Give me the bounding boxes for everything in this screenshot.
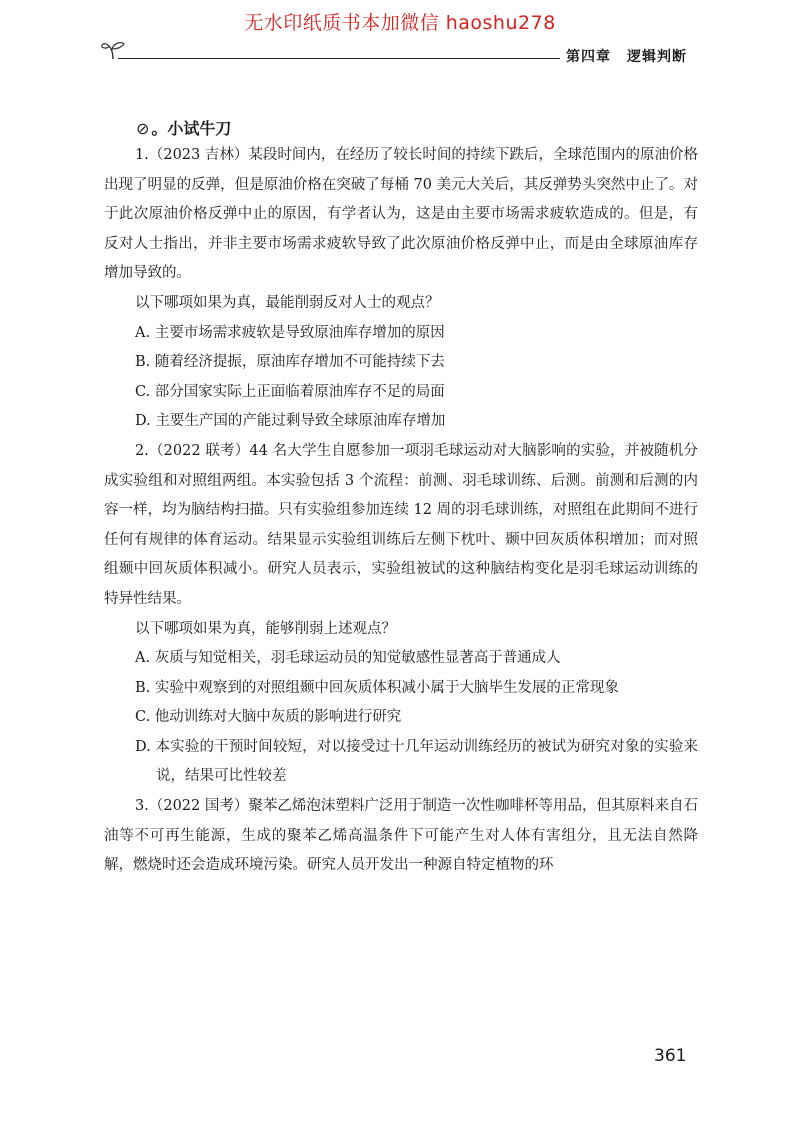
chapter-subject: 逻辑判断 [627,49,687,65]
watermark-text: 无水印纸质书本加微信 haoshu278 [244,12,556,34]
q1-option-d: D. 主要生产国的产能过剩导致全球原油库存增加 [135,413,446,430]
chapter-number: 第四章 [566,49,611,65]
header-rule [118,58,560,59]
page-number: 361 [654,1046,687,1066]
q2-option-c: C. 他动训练对大脑中灰质的影响进行研究 [135,709,402,726]
q3-stem: 3.（2022 国考）聚苯乙烯泡沫塑料广泛用于制造一次性咖啡杯等用品，但其原料来自石油等不可再生能源，生成的聚苯乙烯高温条件下可能产生对人体有害组分，且无法自然降解，燃烧时还会造成环境污染。研究人员开发出一种源自特定植物的环 [104,798,698,874]
section-title: 。小试牛刀 [151,119,232,138]
q1-stem: 1.（2023 吉林）某段时间内，在经历了较长时间的持续下跌后，全球范围内的原油价格出现了明显的反弹，但是原油价格在突破了每桶 70 美元大关后，其反弹势头突然中止了。对于此次原油价格反弹中止的原因，有学者认为，这是由主要市场需求疲软造成的。但是，有反对人士指出，并非主要市场需求疲软导致了此次原油价格反弹中止，而是由全球原油库存增加导致的。 [104,147,698,282]
sprout-icon [100,38,126,60]
q2-stem: 2.（2022 联考）44 名大学生自愿参加一项羽毛球运动对大脑影响的实验，并被随机分成实验组和对照组两组。本实验包括 3 个流程：前测、羽毛球训练、后测。前测和后测的内容一样，均为脑结构扫描。只有实验组参加连续 12 周的羽毛球训练，对照组在此期间不进行任何有规律的体育运动。结果显示实验组训练后左侧下枕叶、颞中回灰质体积增加；而对照组颞中回灰质体积减小。研究人员表示，实验组被试的这种脑结构变化是羽毛球运动训练的特异性结果。 [104,442,698,607]
chapter-header [566,46,687,66]
q2-option-d: D. 本实验的干预时间较短，对以接受过十几年运动训练经历的被试为研究对象的实验来说，结果可比性较差 [135,738,698,785]
q1-option-c: C. 部分国家实际上正面临着原油库存不足的局面 [135,383,445,400]
q2-option-b: B. 实验中观察到的对照组颞中回灰质体积减小属于大脑毕生发展的正常现象 [135,679,619,696]
q1-option-b: B. 随着经济提振，原油库存增加不可能持续下去 [135,354,445,371]
q2-question: 以下哪项如果为真，能够削弱上述观点？ [135,620,396,637]
section-heading [136,116,231,139]
q2-option-a: A. 灰质与知觉相关，羽毛球运动员的知觉敏感性显著高于普通成人 [135,650,561,667]
q1-option-a: A. 主要市场需求疲软是导致原油库存增加的原因 [135,324,445,341]
q1-question: 以下哪项如果为真，最能削弱反对人士的观点？ [135,294,440,311]
page-body [104,141,698,881]
section-mark-icon: ⊘ [136,119,150,138]
